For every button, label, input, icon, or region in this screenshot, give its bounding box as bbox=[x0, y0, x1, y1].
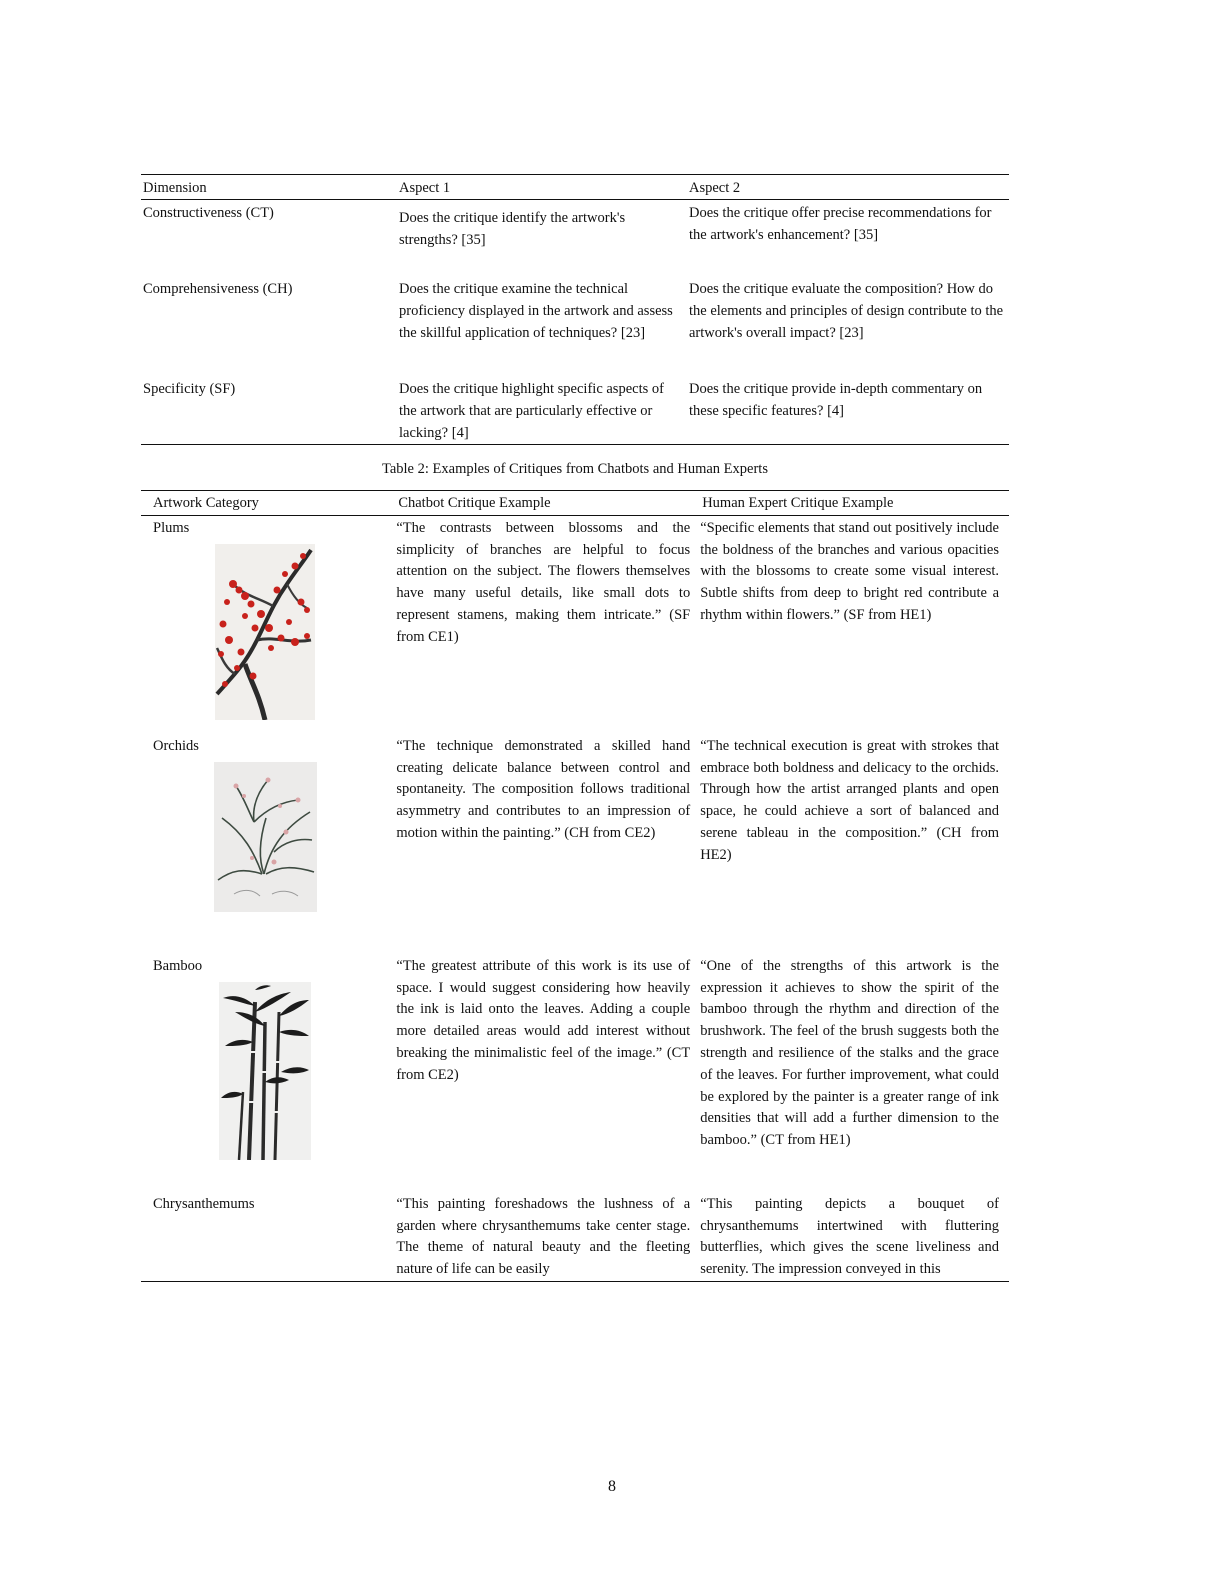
table-row bbox=[141, 954, 1009, 1188]
dimension-cell: Specificity (SF) bbox=[141, 376, 397, 445]
header-aspect-1: Aspect 1 bbox=[397, 175, 687, 200]
human-critique-cell: “One of the strengths of this artwork is the expression it achieves to show the spirit of the bamboo through the rhythm and direction of the brushwork. The feel of the brush suggests both the strength and resilience of the stalks and the grace of the leaves. For further improvement, what could be explored by the painter is a greater range of ink densities that will add a further dimension to the bamboo.” (CT from HE1) bbox=[700, 957, 999, 1149]
table-header-row bbox=[141, 491, 1009, 516]
category-label: Plums bbox=[153, 519, 190, 536]
human-critique-cell: “Specific elements that stand out positively include the boldness of the branches and various opacities with the blossoms to create some visual interest. Subtle shifts from deep to bright red contribute a rhythm within flowers.” (SF from HE1) bbox=[700, 519, 999, 623]
page-number: 8 bbox=[608, 1478, 616, 1495]
dimension-cell: Comprehensiveness (CH) bbox=[143, 281, 293, 297]
table-row bbox=[141, 276, 1009, 376]
header-dimension: Dimension bbox=[141, 175, 397, 200]
header-artwork-category: Artwork Category bbox=[141, 491, 396, 516]
chatbot-critique-cell: “The contrasts between blossoms and the simplicity of branches are helpful to focus attention on the subject. The flowers themselves have many useful details, like small dots to represent stamens, making them intricate.” (SF from CE1) bbox=[396, 519, 691, 645]
table-row bbox=[141, 200, 1009, 277]
chatbot-critique-cell: “The greatest attribute of this work is its use of space. I would suggest considering how heavily the ink is laid onto the leaves. Adding a couple more detailed areas would add interest without breaking the minimalistic feel of the image.” (CT from CE2) bbox=[396, 957, 691, 1083]
critiques-table bbox=[141, 490, 1009, 1282]
header-chatbot-critique: Chatbot Critique Example bbox=[396, 491, 700, 516]
dimensions-table bbox=[141, 174, 1009, 445]
aspect1-cell: Does the critique identify the artwork's strengths? [35] bbox=[399, 210, 626, 248]
aspect1-cell: Does the critique highlight specific aspects of the artwork that are particularly effective or lacking? [4] bbox=[397, 376, 687, 445]
table-row bbox=[141, 1188, 1009, 1282]
table-row bbox=[141, 734, 1009, 954]
orchid-painting bbox=[214, 762, 317, 912]
table-row bbox=[141, 376, 1009, 445]
table-row bbox=[141, 515, 1009, 734]
chatbot-critique-cell: “This painting foreshadows the lushness of a garden where chrysanthemums take center stage. The theme of natural beauty and the fleeting nature of life can be easily bbox=[396, 1188, 700, 1282]
human-critique-cell: “The technical execution is great with strokes that embrace both boldness and delicacy to the orchids. Through how the artist arranged plants and open space, he could achieve a sort of balanced and serene tableau in the composition.” (CH from HE2) bbox=[700, 737, 999, 863]
header-aspect-2: Aspect 2 bbox=[687, 175, 1009, 200]
aspect2-cell: Does the critique offer precise recommendations for the artwork's enhancement? [35] bbox=[689, 205, 992, 243]
aspect2-cell: Does the critique provide in-depth commentary on these specific features? [4] bbox=[687, 376, 1009, 445]
human-critique-cell: “This painting depicts a bouquet of chrysanthemums intertwined with fluttering butterflies, which gives the scene liveliness and serenity. The impression conveyed in this bbox=[700, 1188, 1009, 1282]
plum-blossom-painting bbox=[215, 544, 315, 720]
header-human-critique: Human Expert Critique Example bbox=[700, 491, 1009, 516]
aspect2-cell: Does the critique evaluate the composition? How do the elements and principles of design contribute to the artwork's overall impact? [23] bbox=[689, 281, 1004, 341]
chatbot-critique-cell: “The technique demonstrated a skilled hand creating delicate balance between control and spontaneity. The composition follows traditional asymmetry and contributes to an impression of motion within the painting.” (CH from CE2) bbox=[396, 737, 691, 841]
table-caption: Table 2: Examples of Critiques from Chatbots and Human Experts bbox=[382, 461, 768, 477]
category-label: Orchids bbox=[153, 737, 199, 754]
table-header-row bbox=[141, 175, 1009, 200]
dimension-cell: Constructiveness (CT) bbox=[143, 205, 274, 221]
aspect1-cell: Does the critique examine the technical proficiency displayed in the artwork and assess the skillful application of techniques? [23] bbox=[399, 281, 673, 341]
bamboo-painting bbox=[219, 982, 311, 1160]
category-label: Bamboo bbox=[153, 957, 203, 974]
category-label: Chrysanthemums bbox=[153, 1195, 255, 1212]
